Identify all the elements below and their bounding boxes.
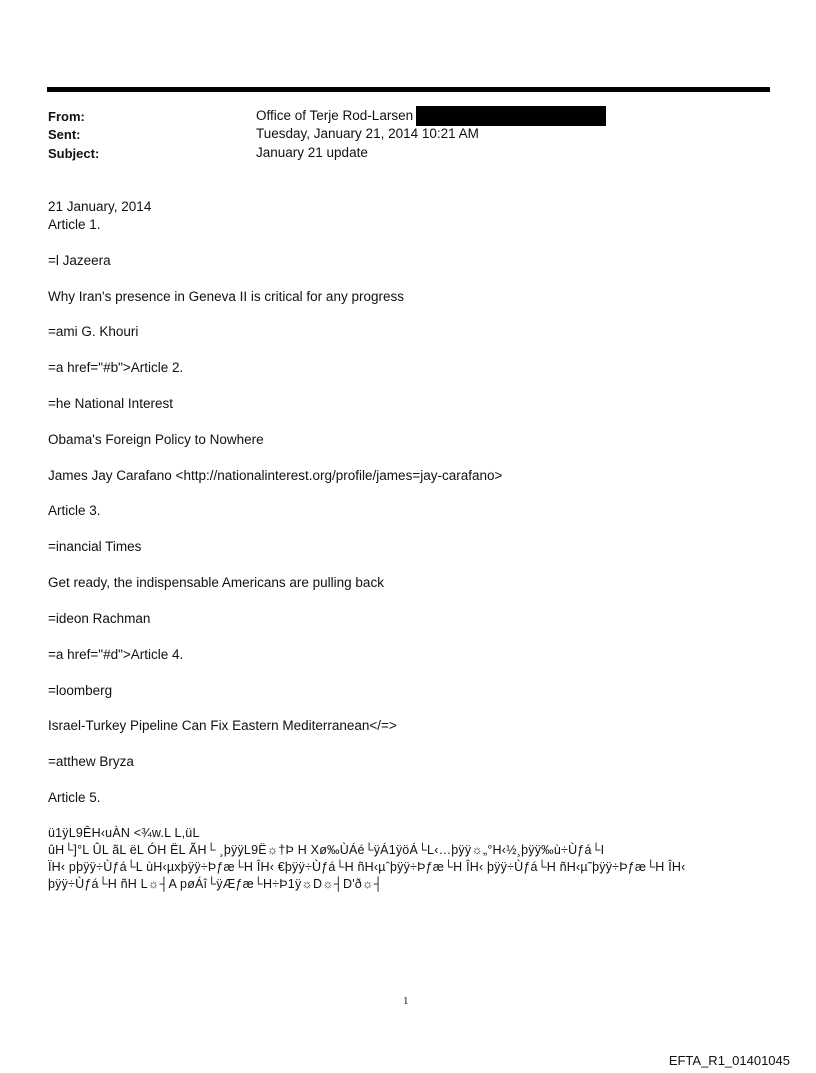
- body-line: Get ready, the indispensable Americans are pulling back: [48, 575, 384, 590]
- from-value: [256, 108, 606, 128]
- body-line: =atthew Bryza: [48, 754, 134, 769]
- garbled-text-line: þÿÿ÷Ùƒá└H ñH L☼┤A pøÁî└ÿÆƒæ└H÷Þ1ÿ☼D☼┤D'ð☼┤: [48, 877, 383, 891]
- body-line: Article 3.: [48, 503, 101, 518]
- body-line: Obama's Foreign Policy to Nowhere: [48, 432, 264, 447]
- garbled-text-line: ûH└]°L ÛL ãL ëL ÓH ËL ÃH└ ¸þÿÿL9Ë☼†Þ H Xø‰ÙÁé└ÿÁ1ÿöÁ└L‹…þÿÿ☼„°H‹½¸þÿÿ‰ù÷Ùƒá└I: [48, 843, 605, 857]
- body-line: =ami G. Khouri: [48, 324, 139, 339]
- body-line: Article 1.: [48, 217, 101, 232]
- page-number: 1: [403, 995, 409, 1007]
- header-rule: [47, 87, 770, 92]
- body-line: Why Iran's presence in Geneva II is critical for any progress: [48, 289, 404, 304]
- document-id: EFTA_R1_01401045: [668, 1053, 790, 1068]
- subject-label: Subject:: [48, 146, 100, 161]
- body-line: Article 5.: [48, 790, 101, 805]
- sent-value: Tuesday, January 21, 2014 10:21 AM: [256, 126, 479, 141]
- body-line: =ideon Rachman: [48, 611, 151, 626]
- redaction-box: [416, 106, 606, 126]
- body-line: =a href="#d">Article 4.: [48, 647, 184, 662]
- body-line: =l Jazeera: [48, 253, 111, 268]
- body-line-date: 21 January, 2014: [48, 199, 152, 214]
- body-line: =loomberg: [48, 683, 113, 698]
- body-line: =a href="#b">Article 2.: [48, 360, 184, 375]
- subject-value: January 21 update: [256, 145, 368, 160]
- body-line: =he National Interest: [48, 396, 173, 411]
- body-line: James Jay Carafano <http://nationalinterest.org/profile/james=jay-carafano>: [48, 468, 503, 483]
- from-label: From:: [48, 109, 85, 124]
- garbled-text-line: ü1ÿL9ÊH‹uÀN <¾w.L L,üL: [48, 826, 200, 840]
- body-line: Israel-Turkey Pipeline Can Fix Eastern Mediterranean</=>: [48, 718, 397, 733]
- from-sender: Office of Terje Rod-Larsen: [256, 108, 414, 123]
- garbled-text-line: ÏH‹ pþÿÿ÷Ùƒá└L ùH‹µxþÿÿ÷Þƒæ└H ÎH‹ €þÿÿ÷Ùƒá└H ñH‹µˆþÿÿ÷Þƒæ└H ÎH‹ þÿÿ÷Ùƒá└H ñH‹µ˜þÿÿ÷Þƒæ└H ÎH‹: [48, 860, 686, 874]
- body-line: =inancial Times: [48, 539, 142, 554]
- sent-label: Sent:: [48, 127, 81, 142]
